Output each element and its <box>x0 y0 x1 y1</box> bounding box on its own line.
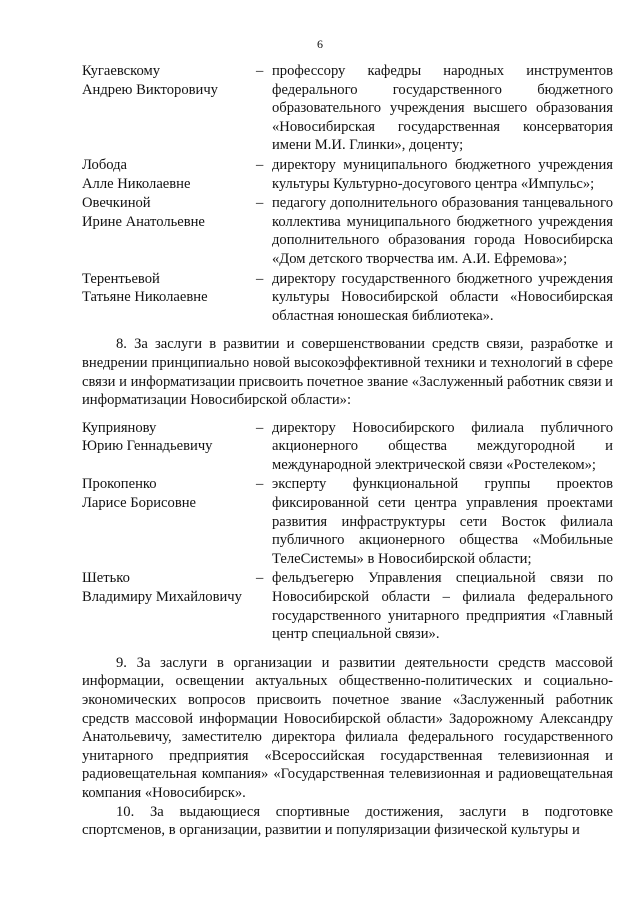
paragraph-10: 10. За выдающиеся спортивные достижения, заслуги в подготовке спортсменов, в организации, развитии и популяризации физической культуры и <box>82 803 613 839</box>
awardee-surname: Кугаевскому <box>82 63 161 79</box>
dash-separator: – <box>256 156 264 173</box>
awardee-position: директору государственного бюджетного учреждения культуры Новосибирской области «Новосибирская областная юношеская библиотека». <box>272 270 613 324</box>
awardee-surname: Куприянову <box>82 419 157 436</box>
awardee-surname: Прокопенко <box>82 476 157 493</box>
awardee-given-names: Ирине Анатольевне <box>82 213 205 230</box>
awardee-surname: Терентьевой <box>82 270 160 287</box>
awardee-entry <box>82 62 613 155</box>
awardee-name <box>82 156 256 193</box>
awardee-entry <box>82 475 613 568</box>
awardee-name <box>82 270 256 326</box>
awardee-surname: Овечкиной <box>82 195 151 212</box>
awardee-entry <box>82 419 613 475</box>
awardee-surname: Лобода <box>82 156 128 173</box>
awardee-name <box>82 62 256 155</box>
dash-separator: – <box>256 419 264 436</box>
awardee-entry <box>82 270 613 326</box>
awardee-given-names: Андрею Викторовичу <box>82 81 218 98</box>
awardee-given-names: Алле Николаевне <box>82 175 191 192</box>
dash-separator: – <box>256 63 264 79</box>
awardee-list-communications <box>82 419 613 644</box>
document-body <box>82 62 613 840</box>
awardee-name <box>82 194 256 268</box>
awardee-list-culture <box>82 62 613 325</box>
dash-separator: – <box>256 476 264 493</box>
awardee-name <box>82 569 256 643</box>
awardee-position: эксперту функциональной группы проектов фиксированной сети центра управления проектами развития инфраструктуры сети Восток филиала публичного акционерного общества «Мобильные ТелеСистемы» в Новосибирской области; <box>272 476 613 567</box>
awardee-surname: Шетько <box>82 570 130 587</box>
awardee-entry <box>82 194 613 268</box>
paragraph-8: 8. За заслуги в развитии и совершенствовании средств связи, разработке и внедрении принципиально новой высокоэффективной техники и технологий в сфере связи и информатизации присвоить почетное звание «Заслуженный работник связи и информатизации Новосибирской области»: <box>82 336 613 409</box>
awardee-position: директору муниципального бюджетного учреждения культуры Культурно-досугового центра «Импульс»; <box>272 156 613 192</box>
awardee-given-names: Владимиру Михайловичу <box>82 589 242 606</box>
awardee-given-names: Юрию Геннадьевичу <box>82 438 213 455</box>
dash-separator: – <box>256 270 264 287</box>
awardee-given-names: Ларисе Борисовне <box>82 495 196 512</box>
awardee-position: директору Новосибирского филиала публичного акционерного общества междугородной и международной электрической связи «Ростелеком»; <box>272 419 613 473</box>
awardee-entry <box>82 156 613 193</box>
awardee-name <box>82 419 256 475</box>
awardee-entry <box>82 569 613 643</box>
awardee-position: профессору кафедры народных инструментов федерального государственного бюджетного образовательного учреждения высшего образования «Новосибирская государственная консерватория имени М.И. Глинки», доценту; <box>272 63 613 154</box>
paragraph-9: 9. За заслуги в организации и развитии деятельности средств массовой информации, освещении актуальных общественно-политических и социально-экономических вопросов присвоить почетное звание «Заслуженный работник средств массовой информации Новосибирской области» Задорожному Александру Анатольевичу, заместителю директора филиала федерального государственного унитарного предприятия «Всероссийская государственная телевизионная и радиовещательная компания» «Государственная телевизионная и радиовещательная компания «Новосибирск». <box>82 654 613 801</box>
awardee-position: фельдъегерю Управления специальной связи по Новосибирской области – филиала федерального государственного унитарного предприятия «Главный центр специальной связи». <box>272 570 613 643</box>
page-number: 6 <box>317 37 323 51</box>
awardee-given-names: Татьяне Николаевне <box>82 289 208 306</box>
awardee-position: педагогу дополнительного образования танцевального коллектива муниципального бюджетного учреждения дополнительного образования города Новосибирска «Дом детского творчества им. А.И. Ефремова»; <box>272 195 613 267</box>
awardee-name <box>82 475 256 568</box>
dash-separator: – <box>256 570 264 587</box>
dash-separator: – <box>256 195 264 212</box>
